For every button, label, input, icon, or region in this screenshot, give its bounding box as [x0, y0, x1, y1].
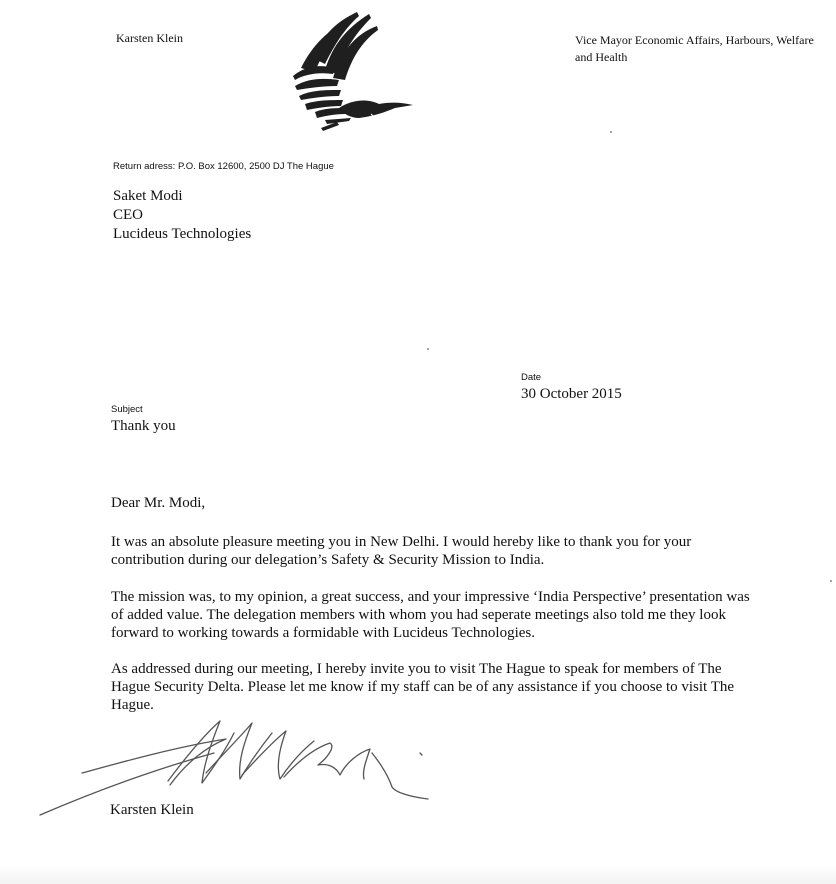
date-value: 30 October 2015: [521, 386, 622, 402]
scan-speck: [610, 131, 612, 133]
recipient-title: CEO: [113, 207, 143, 223]
paragraph-line: The mission was, to my opinion, a great success, and your impressive ‘India Perspective’ presentation was: [111, 589, 750, 605]
paragraph-line: Hague.: [111, 697, 154, 713]
body-paragraph-2: [111, 588, 811, 642]
handwritten-signature: [36, 713, 446, 823]
heron-bird-logo-icon: [285, 8, 420, 136]
paragraph-line: forward to working towards a formidable with Lucideus Technologies.: [111, 625, 535, 641]
body-paragraph-1: [111, 533, 811, 569]
paragraph-line: Hague Security Delta. Please let me know if my staff can be of any assistance if you choose to visit The: [111, 679, 735, 695]
paragraph-line: As addressed during our meeting, I hereby invite you to visit The Hague to speak for members of The: [111, 661, 722, 677]
sender-title: [575, 32, 836, 66]
paragraph-line: of added value. The delegation members with whom you had seperate meetings also told me they look: [111, 607, 726, 623]
paragraph-line: contribution during our delegation’s Safety & Security Mission to India.: [111, 552, 545, 568]
scan-speck: [427, 348, 429, 350]
recipient-name: Saket Modi: [113, 188, 183, 204]
sender-title-line-2: and Health: [575, 50, 628, 64]
body-paragraph-3: [111, 660, 811, 714]
sender-title-line-1: Vice Mayor Economic Affairs, Harbours, Welfare: [575, 33, 814, 47]
closing-signatory-name: Karsten Klein: [110, 802, 194, 818]
paragraph-line: It was an absolute pleasure meeting you in New Delhi. I would hereby like to thank you for your: [111, 534, 692, 550]
page-bottom-edge: [0, 866, 836, 884]
scan-speck: [830, 580, 832, 582]
date-label: Date: [521, 372, 542, 383]
return-address: Return adress: P.O. Box 12600, 2500 DJ The Hague: [113, 161, 334, 172]
recipient-block: [113, 187, 251, 244]
greeting: Dear Mr. Modi,: [111, 495, 206, 511]
recipient-company: Lucideus Technologies: [113, 226, 252, 242]
sender-name: Karsten Klein: [116, 31, 183, 45]
subject-label: Subject: [111, 404, 143, 415]
subject-value: Thank you: [111, 418, 176, 434]
